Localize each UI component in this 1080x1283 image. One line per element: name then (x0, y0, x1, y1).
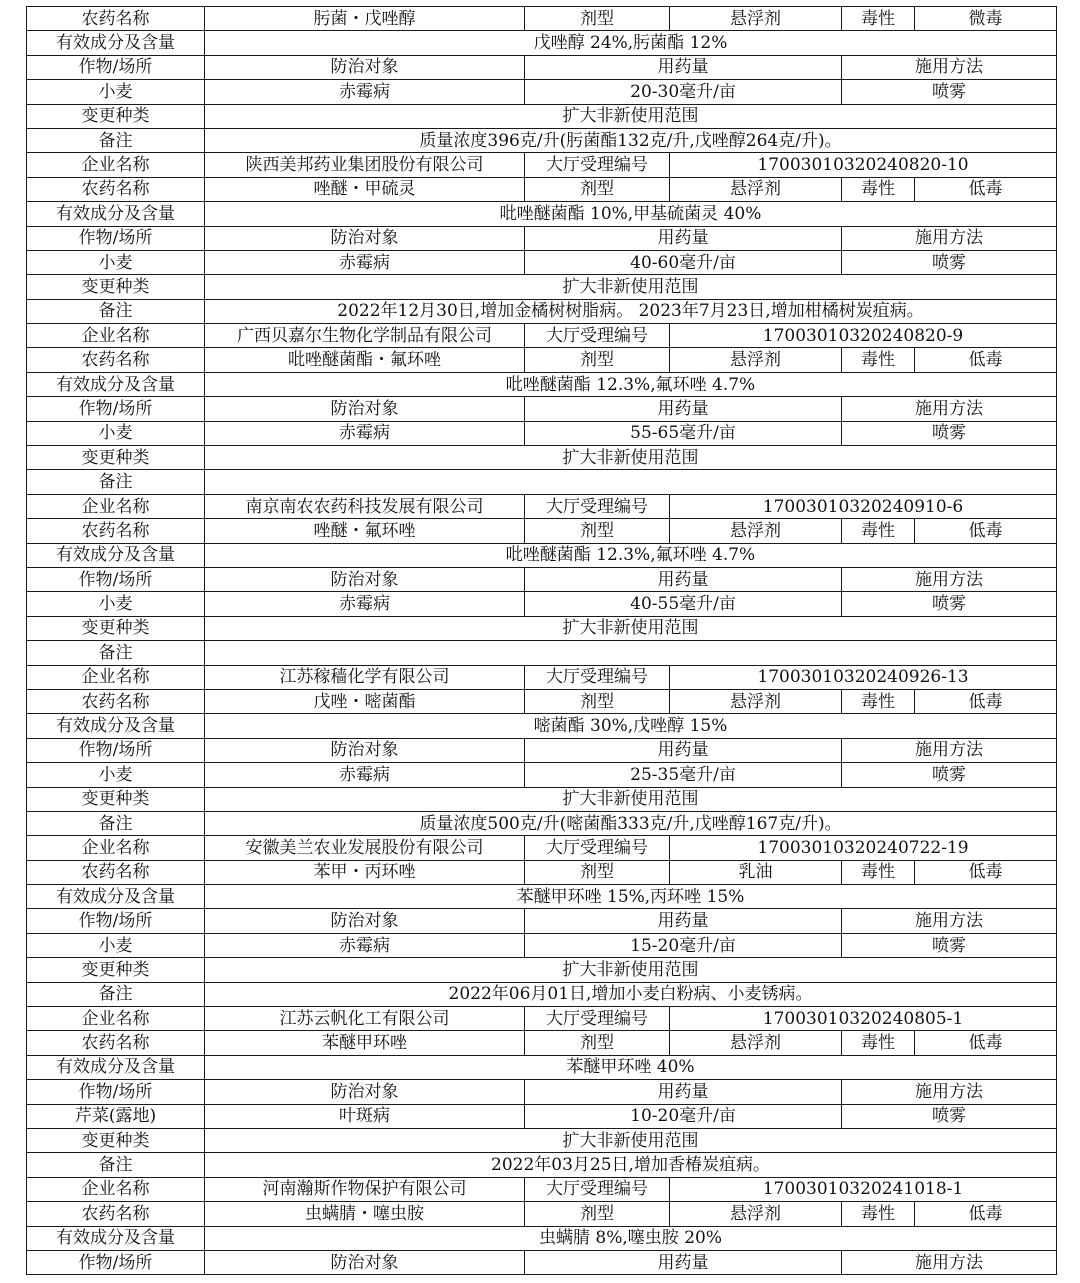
remark-label: 备注 (27, 299, 205, 323)
remark-label: 备注 (27, 811, 205, 835)
pesticide-name-label: 农药名称 (27, 1031, 205, 1055)
ingredients-label: 有效成分及含量 (27, 543, 205, 567)
toxicity-value: 低毒 (915, 1202, 1057, 1226)
remark-value: 质量浓度396克/升(肟菌酯132克/升,戊唑醇264克/升)。 (205, 128, 1057, 152)
ingredients-value: 吡唑醚菌酯 12.3%,氟环唑 4.7% (205, 543, 1057, 567)
usage-header-row (27, 397, 1057, 421)
change-type-value: 扩大非新使用范围 (205, 446, 1057, 470)
ingredients-row (27, 202, 1057, 226)
crop-value: 小麦 (27, 763, 205, 787)
pesticide-name-row (27, 177, 1057, 201)
target-value: 赤霉病 (205, 80, 525, 104)
usage-row (27, 250, 1057, 274)
pesticide-name-label: 农药名称 (27, 860, 205, 884)
dosage-label: 用药量 (525, 738, 842, 762)
company-label: 企业名称 (27, 324, 205, 348)
pesticide-name-row (27, 519, 1057, 543)
remark-label: 备注 (27, 982, 205, 1006)
method-value: 喷雾 (842, 592, 1057, 616)
change-type-row (27, 1128, 1057, 1152)
ingredients-row (27, 31, 1057, 55)
pesticide-name-label: 农药名称 (27, 177, 205, 201)
reg-no-label: 大厅受理编号 (525, 153, 670, 177)
method-value: 喷雾 (842, 421, 1057, 445)
remark-value: 质量浓度500克/升(嘧菌酯333克/升,戊唑醇167克/升)。 (205, 811, 1057, 835)
usage-header-row (27, 1080, 1057, 1104)
ingredients-row (27, 714, 1057, 738)
company-value: 江苏稼穑化学有限公司 (205, 665, 525, 689)
pesticide-name-row (27, 7, 1057, 31)
method-label: 施用方法 (842, 909, 1057, 933)
company-row (27, 153, 1057, 177)
ingredients-label: 有效成分及含量 (27, 31, 205, 55)
toxicity-value: 微毒 (915, 7, 1057, 31)
company-label: 企业名称 (27, 494, 205, 518)
pesticide-name-value: 苯甲・丙环唑 (205, 860, 525, 884)
change-type-label: 变更种类 (27, 787, 205, 811)
change-type-label: 变更种类 (27, 616, 205, 640)
dosage-label: 用药量 (525, 567, 842, 591)
change-type-row (27, 446, 1057, 470)
formulation-label: 剂型 (525, 860, 670, 884)
formulation-label: 剂型 (525, 1202, 670, 1226)
pesticide-name-label: 农药名称 (27, 7, 205, 31)
reg-no-label: 大厅受理编号 (525, 665, 670, 689)
dosage-value: 10-20毫升/亩 (525, 1104, 842, 1128)
pesticide-name-row (27, 1031, 1057, 1055)
change-type-row (27, 787, 1057, 811)
usage-row (27, 80, 1057, 104)
formulation-value: 悬浮剂 (670, 7, 842, 31)
usage-header-row (27, 909, 1057, 933)
company-label: 企业名称 (27, 1177, 205, 1201)
usage-header-row (27, 226, 1057, 250)
reg-no-label: 大厅受理编号 (525, 1177, 670, 1201)
remark-label: 备注 (27, 1153, 205, 1177)
pesticide-name-value: 戊唑・嘧菌酯 (205, 689, 525, 713)
toxicity-label: 毒性 (842, 348, 915, 372)
change-type-row (27, 275, 1057, 299)
crop-value: 小麦 (27, 80, 205, 104)
remark-row (27, 299, 1057, 323)
ingredients-label: 有效成分及含量 (27, 372, 205, 396)
reg-no-value: 17003010320240722-19 (670, 836, 1057, 860)
reg-no-value: 17003010320240820-9 (670, 324, 1057, 348)
remark-row (27, 641, 1057, 665)
pesticide-name-row (27, 689, 1057, 713)
toxicity-label: 毒性 (842, 519, 915, 543)
pesticide-name-label: 农药名称 (27, 1202, 205, 1226)
crop-value: 小麦 (27, 250, 205, 274)
change-type-value: 扩大非新使用范围 (205, 104, 1057, 128)
ingredients-row (27, 543, 1057, 567)
toxicity-value: 低毒 (915, 689, 1057, 713)
target-value: 赤霉病 (205, 763, 525, 787)
company-value: 安徽美兰农业发展股份有限公司 (205, 836, 525, 860)
ingredients-value: 嘧菌酯 30%,戊唑醇 15% (205, 714, 1057, 738)
toxicity-value: 低毒 (915, 519, 1057, 543)
company-value: 河南瀚斯作物保护有限公司 (205, 1177, 525, 1201)
company-label: 企业名称 (27, 836, 205, 860)
dosage-value: 25-35毫升/亩 (525, 763, 842, 787)
target-value: 赤霉病 (205, 421, 525, 445)
toxicity-label: 毒性 (842, 1202, 915, 1226)
formulation-value: 悬浮剂 (670, 1202, 842, 1226)
change-type-label: 变更种类 (27, 104, 205, 128)
method-value: 喷雾 (842, 80, 1057, 104)
formulation-label: 剂型 (525, 7, 670, 31)
reg-no-label: 大厅受理编号 (525, 494, 670, 518)
dosage-value: 55-65毫升/亩 (525, 421, 842, 445)
company-row (27, 494, 1057, 518)
company-value: 南京南农农药科技发展有限公司 (205, 494, 525, 518)
ingredients-value: 吡唑醚菌酯 10%,甲基硫菌灵 40% (205, 202, 1057, 226)
change-type-label: 变更种类 (27, 1128, 205, 1152)
usage-header-row (27, 738, 1057, 762)
target-value: 叶斑病 (205, 1104, 525, 1128)
pesticide-name-value: 虫螨腈・噻虫胺 (205, 1202, 525, 1226)
company-label: 企业名称 (27, 153, 205, 177)
crop-value: 小麦 (27, 421, 205, 445)
remark-value: 2022年03月25日,增加香椿炭疽病。 (205, 1153, 1057, 1177)
target-label: 防治对象 (205, 567, 525, 591)
crop-label: 作物/场所 (27, 909, 205, 933)
formulation-value: 悬浮剂 (670, 1031, 842, 1055)
company-row (27, 1007, 1057, 1031)
ingredients-row (27, 372, 1057, 396)
crop-label: 作物/场所 (27, 1250, 205, 1274)
pesticide-name-value: 苯醚甲环唑 (205, 1031, 525, 1055)
method-value: 喷雾 (842, 250, 1057, 274)
method-value: 喷雾 (842, 763, 1057, 787)
company-label: 企业名称 (27, 665, 205, 689)
change-type-value: 扩大非新使用范围 (205, 1128, 1057, 1152)
usage-row (27, 933, 1057, 957)
remark-row (27, 811, 1057, 835)
remark-value (205, 641, 1057, 665)
target-value: 赤霉病 (205, 250, 525, 274)
remark-value: 2022年12月30日,增加金橘树树脂病。 2023年7月23日,增加柑橘树炭疽病。 (205, 299, 1057, 323)
ingredients-label: 有效成分及含量 (27, 885, 205, 909)
change-type-value: 扩大非新使用范围 (205, 958, 1057, 982)
dosage-value: 20-30毫升/亩 (525, 80, 842, 104)
formulation-label: 剂型 (525, 1031, 670, 1055)
usage-row (27, 592, 1057, 616)
remark-label: 备注 (27, 128, 205, 152)
reg-no-value: 17003010320240820-10 (670, 153, 1057, 177)
crop-value: 芹菜(露地) (27, 1104, 205, 1128)
company-row (27, 324, 1057, 348)
formulation-value: 悬浮剂 (670, 348, 842, 372)
method-value: 喷雾 (842, 933, 1057, 957)
change-type-row (27, 104, 1057, 128)
reg-no-label: 大厅受理编号 (525, 836, 670, 860)
ingredients-value: 虫螨腈 8%,噻虫胺 20% (205, 1226, 1057, 1250)
usage-row (27, 421, 1057, 445)
formulation-label: 剂型 (525, 519, 670, 543)
dosage-label: 用药量 (525, 55, 842, 79)
company-label: 企业名称 (27, 1007, 205, 1031)
target-label: 防治对象 (205, 909, 525, 933)
crop-label: 作物/场所 (27, 1080, 205, 1104)
usage-header-row (27, 55, 1057, 79)
ingredients-label: 有效成分及含量 (27, 1226, 205, 1250)
crop-value: 小麦 (27, 933, 205, 957)
method-label: 施用方法 (842, 397, 1057, 421)
usage-row (27, 1104, 1057, 1128)
crop-label: 作物/场所 (27, 738, 205, 762)
pesticide-name-label: 农药名称 (27, 689, 205, 713)
company-value: 广西贝嘉尔生物化学制品有限公司 (205, 324, 525, 348)
crop-value: 小麦 (27, 592, 205, 616)
pesticide-name-label: 农药名称 (27, 519, 205, 543)
formulation-value: 悬浮剂 (670, 177, 842, 201)
formulation-label: 剂型 (525, 689, 670, 713)
company-row (27, 665, 1057, 689)
reg-no-value: 17003010320240926-13 (670, 665, 1057, 689)
pesticide-name-value: 肟菌・戊唑醇 (205, 7, 525, 31)
ingredients-row (27, 885, 1057, 909)
crop-label: 作物/场所 (27, 567, 205, 591)
usage-row (27, 763, 1057, 787)
pesticide-name-value: 唑醚・氟环唑 (205, 519, 525, 543)
dosage-label: 用药量 (525, 1080, 842, 1104)
target-label: 防治对象 (205, 1250, 525, 1274)
toxicity-label: 毒性 (842, 1031, 915, 1055)
dosage-value: 40-55毫升/亩 (525, 592, 842, 616)
company-row (27, 1177, 1057, 1201)
method-label: 施用方法 (842, 1080, 1057, 1104)
usage-header-row (27, 1250, 1057, 1274)
dosage-label: 用药量 (525, 226, 842, 250)
method-label: 施用方法 (842, 567, 1057, 591)
pesticide-name-row (27, 860, 1057, 884)
change-type-value: 扩大非新使用范围 (205, 616, 1057, 640)
change-type-row (27, 616, 1057, 640)
dosage-label: 用药量 (525, 1250, 842, 1274)
method-label: 施用方法 (842, 738, 1057, 762)
ingredients-label: 有效成分及含量 (27, 714, 205, 738)
remark-value: 2022年06月01日,增加小麦白粉病、小麦锈病。 (205, 982, 1057, 1006)
pesticide-name-value: 吡唑醚菌酯・氟环唑 (205, 348, 525, 372)
ingredients-label: 有效成分及含量 (27, 202, 205, 226)
formulation-label: 剂型 (525, 348, 670, 372)
company-value: 陕西美邦药业集团股份有限公司 (205, 153, 525, 177)
change-type-row (27, 958, 1057, 982)
remark-row (27, 1153, 1057, 1177)
change-type-value: 扩大非新使用范围 (205, 787, 1057, 811)
reg-no-value: 17003010320241018-1 (670, 1177, 1057, 1201)
reg-no-value: 17003010320240805-1 (670, 1007, 1057, 1031)
ingredients-value: 苯醚甲环唑 15%,丙环唑 15% (205, 885, 1057, 909)
reg-no-value: 17003010320240910-6 (670, 494, 1057, 518)
reg-no-label: 大厅受理编号 (525, 1007, 670, 1031)
change-type-label: 变更种类 (27, 275, 205, 299)
target-value: 赤霉病 (205, 933, 525, 957)
toxicity-value: 低毒 (915, 348, 1057, 372)
remark-row (27, 128, 1057, 152)
dosage-label: 用药量 (525, 909, 842, 933)
change-type-label: 变更种类 (27, 958, 205, 982)
toxicity-label: 毒性 (842, 860, 915, 884)
remark-row (27, 470, 1057, 494)
ingredients-row (27, 1055, 1057, 1079)
usage-header-row (27, 567, 1057, 591)
target-label: 防治对象 (205, 397, 525, 421)
toxicity-label: 毒性 (842, 689, 915, 713)
pesticide-name-row (27, 348, 1057, 372)
pesticide-name-label: 农药名称 (27, 348, 205, 372)
toxicity-label: 毒性 (842, 177, 915, 201)
remark-label: 备注 (27, 470, 205, 494)
ingredients-value: 戊唑醇 24%,肟菌酯 12% (205, 31, 1057, 55)
pesticide-registration-table (26, 6, 1057, 1275)
target-label: 防治对象 (205, 1080, 525, 1104)
formulation-value: 悬浮剂 (670, 689, 842, 713)
ingredients-value: 苯醚甲环唑 40% (205, 1055, 1057, 1079)
method-label: 施用方法 (842, 55, 1057, 79)
method-value: 喷雾 (842, 1104, 1057, 1128)
crop-label: 作物/场所 (27, 55, 205, 79)
target-value: 赤霉病 (205, 592, 525, 616)
target-label: 防治对象 (205, 55, 525, 79)
dosage-value: 40-60毫升/亩 (525, 250, 842, 274)
target-label: 防治对象 (205, 738, 525, 762)
remark-value (205, 470, 1057, 494)
company-row (27, 836, 1057, 860)
ingredients-label: 有效成分及含量 (27, 1055, 205, 1079)
remark-row (27, 982, 1057, 1006)
toxicity-label: 毒性 (842, 7, 915, 31)
reg-no-label: 大厅受理编号 (525, 324, 670, 348)
pesticide-name-value: 唑醚・甲硫灵 (205, 177, 525, 201)
toxicity-value: 低毒 (915, 860, 1057, 884)
crop-label: 作物/场所 (27, 397, 205, 421)
method-label: 施用方法 (842, 1250, 1057, 1274)
formulation-label: 剂型 (525, 177, 670, 201)
remark-label: 备注 (27, 641, 205, 665)
dosage-value: 15-20毫升/亩 (525, 933, 842, 957)
formulation-value: 悬浮剂 (670, 519, 842, 543)
change-type-label: 变更种类 (27, 446, 205, 470)
formulation-value: 乳油 (670, 860, 842, 884)
method-label: 施用方法 (842, 226, 1057, 250)
crop-label: 作物/场所 (27, 226, 205, 250)
pesticide-name-row (27, 1202, 1057, 1226)
toxicity-value: 低毒 (915, 177, 1057, 201)
dosage-label: 用药量 (525, 397, 842, 421)
toxicity-value: 低毒 (915, 1031, 1057, 1055)
company-value: 江苏云帆化工有限公司 (205, 1007, 525, 1031)
ingredients-value: 吡唑醚菌酯 12.3%,氟环唑 4.7% (205, 372, 1057, 396)
change-type-value: 扩大非新使用范围 (205, 275, 1057, 299)
ingredients-row (27, 1226, 1057, 1250)
target-label: 防治对象 (205, 226, 525, 250)
